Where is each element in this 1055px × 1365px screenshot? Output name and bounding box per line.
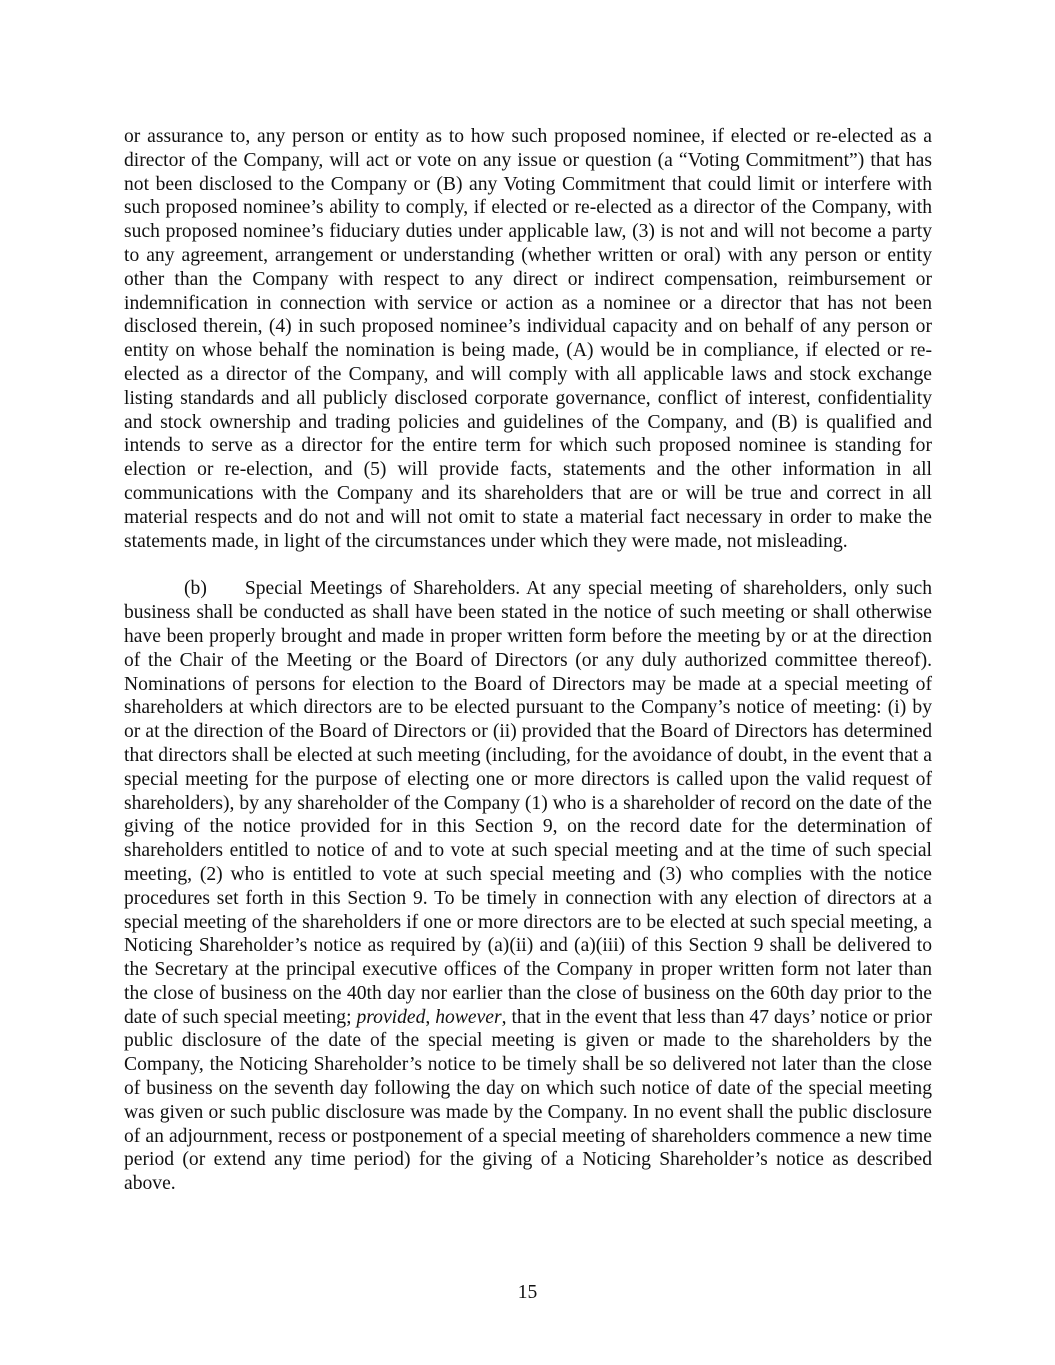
italic-provided: provided: [356, 1006, 426, 1028]
paragraph-special-meetings: [124, 577, 932, 1196]
document-page: [124, 125, 932, 1196]
paragraph-label: (b): [184, 578, 207, 600]
paragraph-text-after: , that in the event that less than 47 days’ notice or prior public disclosure of the date of the special meeting is given or made to the shareholders by the Company, the Noticing Shareholder’s notice to be timely shall be so delivered not later than the close of business on the seventh day following the day on which such notice of date of the special meeting was given or such public disclosure was made by the Company. In no event shall the public disclosure of an adjournment, recess or postponement of a special meeting of shareholders commence a new time period (or extend any time period) for the giving of a Noticing Shareholder’s notice as described above.: [124, 1006, 932, 1195]
paragraph-text-before: Special Meetings of Shareholders. At any special meeting of shareholders, only such business shall be conducted as shall have been stated in the notice of such meeting or shall otherwise have been properly brought and made in proper written form before the meeting by or at the direction of the Chair of the Meeting or the Board of Directors (or any duly authorized committee thereof). Nominations of persons for election to the Board of Directors may be made at a special meeting of shareholders at which directors are to be elected pursuant to the Company’s notice of meeting: (i) by or at the direction of the Board of Directors or (ii) provided that the Board of Directors has determined that directors shall be elected at such meeting (including, for the avoidance of doubt, in the event that a special meeting for the purpose of electing one or more directors is called upon the valid request of shareholders), by any shareholder of the Company (1) who is a shareholder of record on the date of the giving of the notice provided for in this Section 9, on the record date for the determination of shareholders entitled to notice of and to vote at such special meeting and at the time of such special meeting, (2) who is entitled to vote at such special meeting and (3) who complies with the notice procedures set forth in this Section 9. To be timely in connection with any election of directors at a special meeting of the shareholders if one or more directors are to be elected at such special meeting, a Noticing Shareholder’s notice as required by (a)(ii) and (a)(iii) of this Section 9 shall be delivered to the Secretary at the principal executive offices of the Company in proper written form not later than the close of business on the 40th day nor earlier than the close of business on the 60th day prior to the date of such special meeting;: [124, 578, 932, 1028]
paragraph-continuation: or assurance to, any person or entity as to how such proposed nominee, if elected or re-elected as a director of the Company, will act or vote on any issue or question (a “Voting Commitment”) that has not been disclosed to the Company or (B) any Voting Commitment that could limit or interfere with such proposed nominee’s ability to comply, if elected or re-elected as a director of the Company, with such proposed nominee’s fiduciary duties under applicable law, (3) is not and will not become a party to any agreement, arrangement or understanding (whether written or oral) with any person or entity other than the Company with respect to any direct or indirect compensation, reimbursement or indemnification in connection with service or action as a nominee or a director that has not been disclosed therein, (4) in such proposed nominee’s individual capacity and on behalf of any person or entity on whose behalf the nomination is being made, (A) would be in compliance, if elected or re-elected as a director of the Company, and will comply with all applicable laws and stock exchange listing standards and all publicly disclosed corporate governance, conflict of interest, confidentiality and stock ownership and trading policies and guidelines of the Company, and (B) is qualified and intends to serve as a director for the entire term for which such proposed nominee is standing for election or re-election, and (5) will provide facts, statements and the other information in all communications with the Company and its shareholders that are or will be true and correct in all material respects and do not and will not omit to state a material fact necessary in order to make the statements made, in light of the circumstances under which they were made, not misleading.: [124, 126, 932, 552]
comma: ,: [425, 1006, 431, 1028]
italic-however: however: [435, 1006, 502, 1028]
page-number: 15: [517, 1282, 538, 1303]
